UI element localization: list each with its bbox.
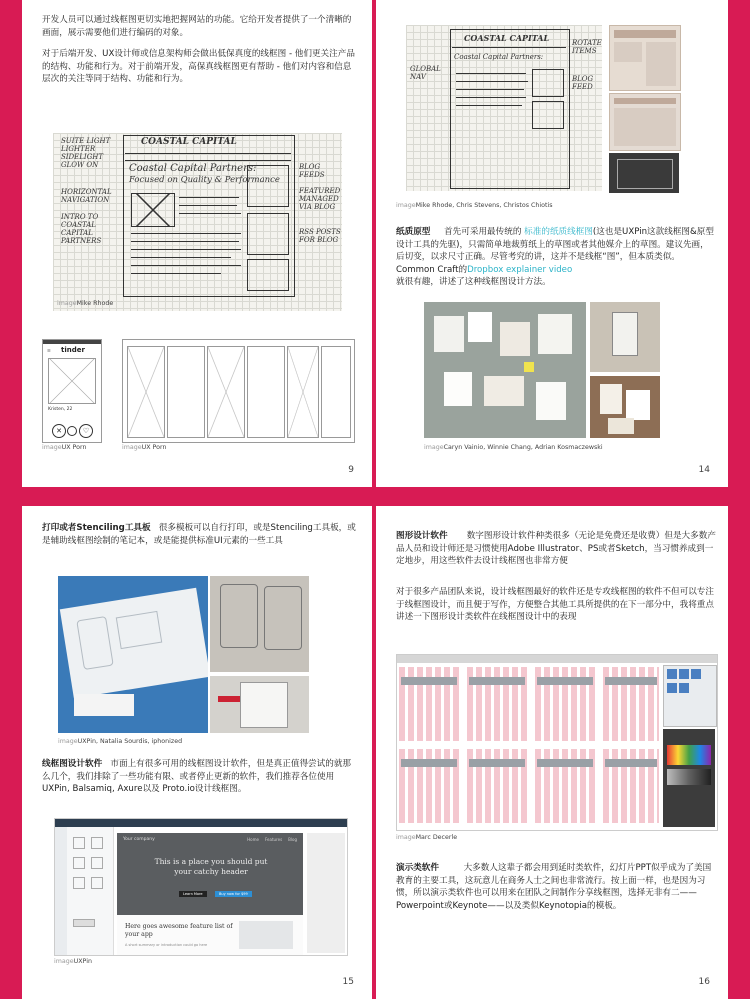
- info-icon: [67, 426, 77, 436]
- mock-hero-title: This is a place you should put your catchy header: [154, 857, 268, 876]
- p15-body-2: 线框图设计软件 市面上有很多可用的线框图设计软件，但是真正值得尝试的就那么几个，我们排除了一些功能有限、或者停止更新的软件，我们推荐各位使用UXPin, Balsamiq, Axure以及 Proto.io设计线框图。: [42, 759, 352, 795]
- mock-nav-features[interactable]: Features: [264, 837, 283, 842]
- p9-caption-2: imageUX Porn: [42, 444, 87, 451]
- p15-caption-2: imageUXPin: [54, 958, 92, 965]
- mock-hero-section: [117, 833, 303, 915]
- p15-body-1: 打印或者Stenciling工具板 很多模板可以自行打印，或是Stenciling工具板，或是辅助线框图绘制的笔记本，或是能提供标准UI元素的一些工具: [42, 523, 356, 546]
- p9-caption-1: imageMike Rhode: [57, 300, 114, 307]
- ui-stencil-photo: [210, 676, 309, 733]
- stencil-board-photo: [58, 576, 208, 733]
- p16-caption-1: imageMarc Decerle: [396, 834, 458, 841]
- page-9: [22, 0, 372, 487]
- mock-nav: [247, 837, 297, 842]
- p16-body-2: 演示类软件 大多数人这辈子都会用到延时类软件，幻灯片PPT似乎成为了美国教育的主要工具，这玩意儿在商务人士之间也非常流行。按上面一样，也是因为习惯，所以演示类软件也可以用来在团队之间制作分享线框图，选择无非有二——Powerpoint或Keynote——以及类似Keynotopia的模板。: [396, 863, 712, 911]
- sketch-notebook-photo: [210, 576, 309, 672]
- sketch-header-text: COASTAL CAPITAL: [141, 137, 237, 147]
- heart-icon: ♡: [79, 424, 93, 438]
- mock-company: Your company: [123, 837, 155, 842]
- tinder-wireframe-image: [42, 339, 102, 443]
- tinder-label: tinder: [61, 346, 85, 354]
- mock-section-subtitle: A short summary or introduction could go here: [125, 943, 208, 947]
- page-14: [376, 0, 728, 487]
- p9-para2: 对于后端开发、UX设计师或信息架构师会做出低保真度的线框图 - 他们更关注产品的结构、功能和行为。对于前端开发，高保真线框图更有帮助 - 他们对内容和信息层次的关注等同于结构、功能和行为。: [42, 49, 355, 85]
- mock-learn-more-button[interactable]: Learn More: [179, 891, 207, 897]
- page-number-16: 16: [698, 977, 710, 987]
- mock-nav-blog[interactable]: Blog: [288, 837, 297, 842]
- p14-body: 纸质原型 首先可采用最传统的 标准的纸质线框图(这也是UXPin这款线框图&原型设计工具的先驱)，只需简单地裁剪纸上的草图或者其他媒介上的草图。建议先画，后切变，以求尺寸正确。尽管考究的讲，这并不是线框“图”，但本质类似。Common Craft的Dropbox explainer video 就很有趣，讲述了这种线框图设计方法。: [396, 227, 714, 288]
- p16-para-2: 对于很多产品团队来说，设计线框图最好的软件还是专攻线框图的软件不但可以专注于线框图设计，而且便于写作，方便整合其他工具所提供的在下一部分中，我将重点讲述一下图形设计类软件在线框图设计中的表现: [396, 587, 714, 623]
- printed-wireframe-image-1: [609, 25, 681, 91]
- illustrator-wireframe-screenshot: [396, 654, 718, 831]
- sketch-title-text: Coastal Capital Partners:: [129, 163, 257, 174]
- paper-wireframe-link[interactable]: 标准的纸质线框图: [524, 227, 593, 237]
- p16-body-1: 图形设计软件 数字图形设计软件种类很多（无论是免费还是收费）但是大多数产品人员和设计师还是习惯使用Adobe Illustrator、PS或者Sketch，当习惯养成到一定地步，用这些软件去设计线框图也非常方便: [396, 531, 716, 567]
- printed-wireframe-image-2: [609, 93, 681, 151]
- uxpin-editor-screenshot: [54, 818, 348, 956]
- page-number-9: 9: [348, 465, 354, 475]
- mock-nav-home[interactable]: Home: [247, 837, 259, 842]
- paper-prototype-photo-1: [424, 302, 586, 438]
- p14-caption-1: imageMike Rhode, Chris Stevens, Christos Chiotis: [396, 202, 553, 209]
- storyboard-wireframe-image: [122, 339, 355, 443]
- page-15: [22, 506, 372, 999]
- menu-icon: ☰: [47, 348, 51, 353]
- chalkboard-wireframe-image: [609, 153, 679, 193]
- sketch-wireframe-image: SUITE LIGHT LIGHTER SIDELIGHT GLOW ON HORIZONTAL NAVIGATION INTRO TO COASTAL CAPITAL PARTNERS COASTAL CAPITAL Coastal Capital Partners: Focused on Quality & Performance BLOG FEEDS FEATURED MANAGED VIA BLOG RSS POSTS FOR BLOG imageMike Rhode: [53, 133, 342, 311]
- paper-prototype-photo-3: [590, 376, 660, 438]
- p9-para1: 开发人员可以通过线框图更切实地把握网站的功能。它给开发者提供了一个清晰的画面，展示需要他们进行编码的对象。: [42, 15, 352, 38]
- p14-caption-2: imageCaryn Vainio, Winnie Chang, Adrian Kosmaczewski: [424, 444, 603, 451]
- dropbox-video-link[interactable]: Dropbox explainer video: [467, 264, 573, 275]
- p15-caption-1: imageUXPin, Natalia Sourdis, iphonized: [58, 738, 183, 745]
- mock-section-title: Here goes awesome feature list of your app: [125, 923, 233, 938]
- close-icon: ✕: [52, 424, 66, 438]
- coastal-capital-sketch-image: COASTAL CAPITAL Coastal Capital Partners: GLOBAL NAV ROTATE ITEMS BLOG FEED: [406, 25, 602, 191]
- mock-buy-now-button[interactable]: Buy now for $99: [215, 891, 252, 897]
- tinder-meta: Kristen, 22: [48, 407, 73, 412]
- page-number-14: 14: [698, 465, 710, 475]
- page-number-15: 15: [342, 977, 354, 987]
- page-16: [376, 506, 728, 999]
- p9-caption-3: imageUX Porn: [122, 444, 167, 451]
- sketch-subtitle-text: Focused on Quality & Performance: [129, 175, 280, 185]
- paper-prototype-photo-2: [590, 302, 660, 372]
